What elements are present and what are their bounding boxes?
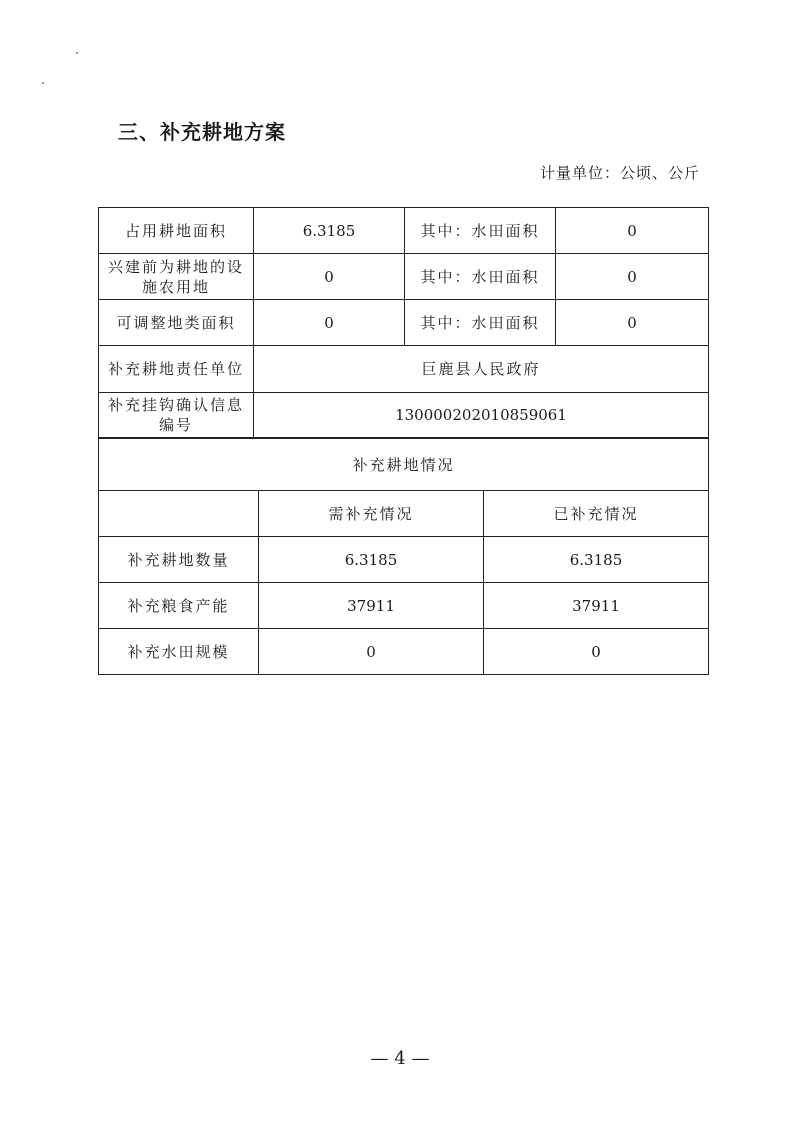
paddy-area-value: 0 [556,300,709,346]
confirm-number-value: 130000202010859061 [254,393,709,438]
scan-speck [76,52,78,54]
paddy-area-value: 0 [556,254,709,300]
paddy-area-label: 其中：水田面积 [405,300,556,346]
responsible-unit-label: 补充耕地责任单位 [99,346,254,393]
facility-land-label: 兴建前为耕地的设施农用地 [99,254,254,300]
farmland-quantity-label: 补充耕地数量 [99,537,259,583]
scan-speck [42,82,44,84]
paddy-area-label: 其中：水田面积 [405,208,556,254]
section-title: 三、补充耕地方案 [118,120,286,144]
paddy-scale-label: 补充水田规模 [99,629,259,675]
table-row [99,346,709,393]
adjustable-area-value: 0 [254,300,405,346]
table-row [99,537,709,583]
supplement-table [98,438,709,675]
table-row [99,439,709,491]
unit-note: 计量单位：公顷、公斤 [539,164,700,182]
table-row [99,491,709,537]
adjustable-area-label: 可调整地类面积 [99,300,254,346]
table-row [99,583,709,629]
facility-land-value: 0 [254,254,405,300]
empty-header-cell [99,491,259,537]
farmland-quantity-needed: 6.3185 [259,537,484,583]
land-info-table [98,207,709,438]
paddy-scale-done: 0 [484,629,709,675]
supplement-section-header: 补充耕地情况 [99,439,709,491]
occupied-area-value: 6.3185 [254,208,405,254]
confirm-number-label: 补充挂钩确认信息编号 [99,393,254,438]
page-number: — 4 — [370,1048,430,1069]
grain-capacity-done: 37911 [484,583,709,629]
done-header: 已补充情况 [484,491,709,537]
table-row [99,300,709,346]
paddy-scale-needed: 0 [259,629,484,675]
table-row [99,393,709,438]
table-row [99,629,709,675]
responsible-unit-value: 巨鹿县人民政府 [254,346,709,393]
grain-capacity-label: 补充粮食产能 [99,583,259,629]
farmland-quantity-done: 6.3185 [484,537,709,583]
paddy-area-value: 0 [556,208,709,254]
table-row [99,254,709,300]
paddy-area-label: 其中：水田面积 [405,254,556,300]
grain-capacity-needed: 37911 [259,583,484,629]
needed-header: 需补充情况 [259,491,484,537]
occupied-area-label: 占用耕地面积 [99,208,254,254]
table-row [99,208,709,254]
